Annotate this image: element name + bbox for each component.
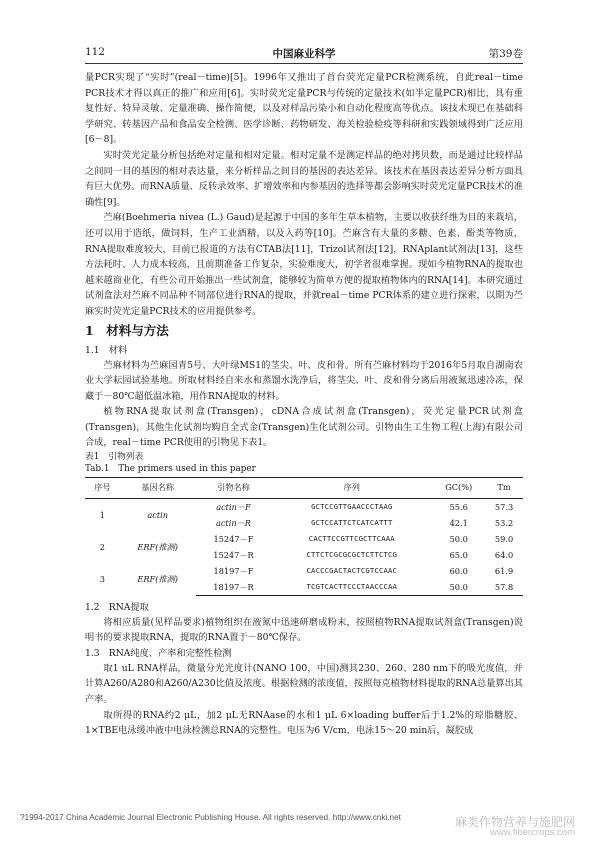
paragraph-continued: 量PCR实现了“实时”(real－time)[5]。1996年又推出了首台荧光定量PCR检测系统，自此real－time PCR技术才得以真正的推广和应用[6]。实时荧光定量PCR与传统的定量技术(如半定量PCR)相比，具有重复性好、特异灵敏、定量准确、操作简便，以及对样品污染小和自动化程度高等优点。该技术现已在基础科学研究、转基因产品和食品安全检测、医学诊断、药物研发、海关检验检疫等科研和实践领域得到广泛应用[6－8]。 [85,72,523,146]
col-header-tm: Tm [485,478,523,499]
cell-tm: 61.9 [494,565,514,576]
col-header-gene: 基因名称 [120,478,196,499]
watermark-text: 麻类作物营养与施肥网 [454,815,575,829]
col-header-no: 序号 [85,478,120,499]
page-number: 112 [85,46,106,58]
cell-tm: 59.0 [494,533,514,544]
col-header-gc: GC(%) [432,478,485,499]
article-body [85,70,523,739]
table-row [85,498,523,515]
table-header-row [85,478,523,499]
subsection-title-materials: 1.1 材料 [85,344,128,356]
cell-tm: 64.0 [494,549,514,560]
cell-tm: 57.8 [485,579,523,596]
cell-sequence: TCGTCACTTCCCTAACCCAA [271,579,432,596]
col-header-primer: 引物名称 [196,478,272,499]
page-footer [20,813,575,838]
volume-label: 第39卷 [488,48,523,60]
cell-primer: 15247－R [213,549,254,560]
paragraph-quantification: 实时荧光定量分析包括绝对定量和相对定量。相对定量不是测定样品的绝对拷贝数，而是通过比较样品之间同一目的基因的相对表达量，来分析样品之间目的基因的表达差异。该技术在基因表达差异分析方面具有巨大优势。而RNA质量、反转录效率、扩增效率和内参基因的选择等都会影响实时荧光定量PCR技术的准确性[9]。 [85,149,523,208]
paragraph-rna-integrity: 取所得的RNA约2 μL，加2 μL无RNAase的水和1 μL 6×loading buffer后于1.2%的琼脂糖胶、1×TBE电泳缓冲液中电泳检测总RNA的完整性。电压为6 V/cm，电泳15～20 min后，凝胶成 [85,709,523,737]
cell-primer: 18197－F [213,565,254,576]
cell-primer: actin－R [215,517,251,528]
cell-gene: actin [147,509,169,520]
table-row [85,563,523,579]
subsection-title-rna-quality: 1.3 RNA纯度、产率和完整性检测 [85,647,232,659]
cell-gc: 50.0 [449,533,468,544]
subsection-title-rna-extraction: 1.2 RNA提取 [85,601,149,613]
watermark-url: www.fibercrops.com [490,827,575,838]
cell-sequence: CTTCTCGCGCGCTCTTCTCG [306,549,398,559]
paragraph-ramie: 苎麻(Boehmeria nivea (L.) Gaud)是起源于中国的多年生草本植物，主要以收获纤维为目的来栽培，还可以用于造纸，做饲料，生产工业酒精，以及入药等[10]。苎麻含有大量的多糖、色素、酚类等物质，RNA提取难度较大，目前已报道的方法有CTAB法[11]，Trizol试剂法[12]，RNAplant试剂法[13]，这些方法耗时、人力成本较高，且前期准备工作复杂，实验难度大，初学者很难掌握。现如今植物RNA的提取也越来越商业化，有些公司开始推出一些试剂盒，能够较为简单方便的提取植物体内的RNA[14]。本研究通过试剂盒法对苎麻不同品种不同部位进行RNA的提取，并就real－time PCR体系的建立进行探索，以期为苎麻实时荧光定量PCR技术的应用提供参考。 [85,212,523,317]
journal-title: 中国麻业科学 [272,48,336,60]
table-caption-cn: 表1 引物列表 [85,452,144,463]
cell-tm: 57.3 [494,501,514,512]
cell-gene: ERF(推测) [137,541,178,552]
cell-no: 1 [99,509,105,520]
cell-sequence: CACCCGACTACTCGTCCAAC [306,565,398,575]
paragraph-materials: 苎麻材料为苎麻园青5号、大叶绿MS1的茎尖、叶、皮和骨。所有苎麻材料均于2016年5月取自湖南农业大学耘园试验基地。所取材料经自来水和蒸馏水洗净后，将茎尖、叶、皮和骨分离后用液氮迅速冷冻，保藏于－80℃超低温冰箱，用作RNA提取的材料。 [85,359,523,402]
paragraph-reagents: 植物RNA提取试剂盒(Transgen)，cDNA合成试剂盒(Transgen)，荧光定量PCR试剂盒(Transgen)，其他生化试剂均购自全式金(Transgen)生化试剂公司。引物由生工生物工程(上海)有限公司合成，real－time PCR使用的引物见下表1。 [85,406,523,449]
paragraph-rna-purity: 取1 uL RNA样品，微量分光光度计(NANO 100，中国)测其230、260、280 nm下的吸光度值，并计算A260/A280和A260/A230比值及浓度。根据检测的浓度值，按照每克植物材料提取的RNA总量算出其产率。 [85,662,523,706]
cell-sequence: CACTTCCGTTCGCTTCAAA [308,533,395,543]
cell-sequence: GCTCCATTCTCATCATTT [311,517,393,527]
cell-primer: actin－F [216,501,251,512]
cell-gene: ERF(推测) [137,573,178,584]
cell-gc: 55.6 [449,501,468,512]
page-header [85,46,523,62]
cell-gc: 50.0 [432,579,485,596]
cell-no: 3 [99,573,105,584]
table-row [85,531,523,547]
primer-table [85,477,523,596]
copyright-notice: ?1994-2017 China Academic Journal Electronic Publishing House. All rights reserved. http://www.cnki.net [20,813,401,822]
cell-primer: 18197－R [196,579,272,596]
cell-gc: 60.0 [449,565,468,576]
cell-gc: 65.0 [449,549,468,560]
cell-primer: 15247－F [213,533,254,544]
cell-gc: 42.1 [449,517,468,528]
cell-no: 2 [99,541,105,552]
col-header-sequence: 序列 [271,478,432,499]
table-caption-en: Tab.1 The primers used in this paper [85,464,256,475]
paragraph-rna-extraction: 将相应质量(见样品要求)植物组织在液氮中迅速研磨成粉末，按照植物RNA提取试剂盒(Transgen)说明书的要求提取RNA，提取的RNA置于－80℃保存。 [85,616,523,644]
header-rule [85,63,523,64]
cell-tm: 53.2 [494,517,514,528]
cell-sequence: GCTCCGTTGAACCCTAAG [311,501,393,511]
section-title-methods: 1 材料与方法 [85,322,169,338]
